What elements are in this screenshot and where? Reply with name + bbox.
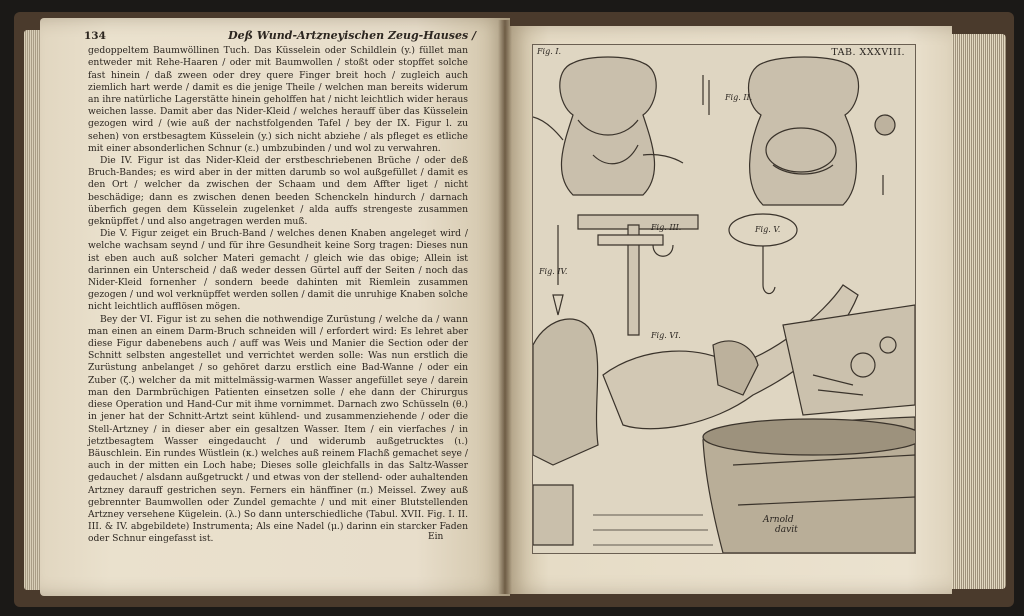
catchword: Ein (428, 532, 444, 542)
left-page-text (84, 29, 476, 546)
paragraph: gedoppeltem Baumwöllinen Tuch. Das Küsselein oder Schildlein (y.) füllet man entweder mit Rehe-Haaren / oder mit Baumwollen / stoßt oder stopffet solche fast hinein / daß zween oder drey quere Finger breit hoch / zugleich auch ziemlich hart werde / damit es die jenige Theile / welchen man bereits widerum an ihre natürliche Lagerstätte hinein geholffen hat / nicht leichtlich wider heraus weichen lasse. Damit aber das Nider-Kleid / welches herauff über das Küsselein gezogen wird / (wie auß der nachstfolgenden Tafel / bey der IX. Figur l. zu sehen) von erstbesagtem Küsselein (y.) sich nicht abziehe / als pfleget es etliche mit einer absonderlichen Schnur (ε.) umbzubinden / und wol zu verwahren. (88, 45, 468, 154)
fig-label-6: Fig. VI. (651, 331, 681, 340)
paragraph: Bey der VI. Figur ist zu sehen die nothwendige Zurüstung / welche da / wann man einen an einem Darm-Bruch schneiden will / erfordert wird: Es lehret aber diese Figur dabenebens auch / auff was Weis und Manier die Section oder der Schnitt selbsten angestellet und verrichtet werden solle: Was nun erstlich die Zurüstung anbelanget / so gehöret darzu erstlich eine Bad-Wanne / oder ein Zuber (ζ.) welcher da mit mittelmässig-warmen Wasser angefüllet seye / darein man den Darmbrüchigen Patienten einsetzen solle / ehe dann der Chirurgus diese Operation und Hand-Cur mit ihme vornimmet. Darnach zwo Schüsseln (θ.) in jener hat der Schnitt-Artzt seint kühlend- und zusammenziehende / oder die Stell-Artzney / in dieser aber ein gesaltzen Wasser. Item / ein vierfaches / in jetztbesagtem Wasser eingedaucht / und widerumb außgetrucktes (ι.) Bäuschlein. Ein rundes Wüstlein (κ.) welches auß reinem Flachß gemachet seye / auch in der mitten ein Loch habe; Dieses solle gleichfalls in das Saltz-Wasser gedauchet / alsdann außgetruckt / und etwas von der stellend- oder auhaltenden Artzney darauff gestrichen seyn. Ferners ein hänffiner (π.) Meissel. Zwey auß gebrennter Baumwollen oder Zundel gemachte / und mit einer Blutstellenden Artzney versehene Kügelein. (λ.) So dann unterschiedliche (Tabul. XVII. Fig. I. II. III. & IV. abgebildete) Instrumenta; Als eine Nadel (μ.) darinn ein starcker Faden oder Schnur eingefasst ist. (88, 313, 468, 545)
signature-line: Arnold (763, 515, 794, 525)
fig-label-3: Fig. III. (651, 223, 682, 232)
surgeon-figure (533, 319, 598, 465)
fig-label-5: Fig. V. (755, 225, 781, 234)
right-page-edges (950, 34, 1006, 589)
plate-engraving (533, 45, 915, 553)
signature-line: davit (775, 525, 798, 535)
fig2-torso-illustration (749, 57, 859, 205)
fig1-torso-illustration (560, 57, 656, 195)
engraved-plate (532, 44, 916, 554)
paragraph: Die IV. Figur ist das Nider-Kleid der erstbeschriebenen Brüche / oder deß Bruch-Bandes; es wird aber in der mitten darumb so wol außgefüllet / damit es den Ort / welcher da zwischen der Schaam und dem Affter liget / nicht beschädige; dann es zwischen denen beeden Schenckeln hindurch / darnach überfich gegen dem Küsselein zugelenket / alda auffs strengeste zusammen geknüpffet / und also angetragen werden muß. (88, 155, 468, 228)
fig-label-1: Fig. I. (537, 47, 562, 56)
instrument-table (783, 305, 915, 415)
running-title: Deß Wund-Artzneyischen Zeug-Hauses / (228, 29, 476, 42)
book-gutter (498, 20, 512, 594)
running-head (84, 30, 476, 42)
paragraph: Die V. Figur zeiget ein Bruch-Band / welches denen Knaben angeleget wird / welche wachsam seynd / und für ihre Gesundheit keine Sorg tragen: Dieses nun ist eben auch auß solcher Materi gemacht / gleich wie das obige; Allein ist darinnen ein Unterscheid / daß weder dessen Gürtel auff der Seiten / noch das Nider-Kleid fornenher / sondern beede dahinten mit Riemlein zusammen gezogen / und wol verknüpffet werden sollen / damit die unruhige Knaben solche nicht leichtlich aufflösen mögen. (88, 228, 468, 313)
fig-label-4: Fig. IV. (539, 267, 568, 276)
fig-label-2: Fig. II. (725, 93, 753, 102)
plate-title: TAB. XXXVIII. (831, 47, 905, 58)
engraver-signature (763, 515, 798, 535)
page-number: 134 (84, 30, 106, 42)
stool-illustration (533, 485, 573, 545)
